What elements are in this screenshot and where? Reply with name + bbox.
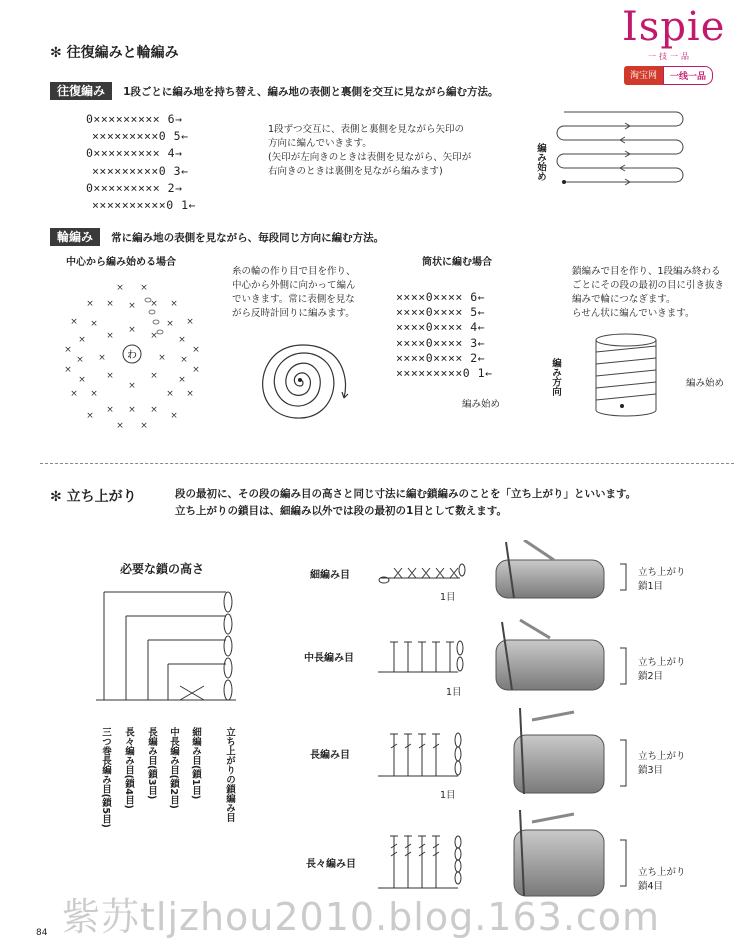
- svg-text:×: ×: [150, 371, 158, 381]
- brand-title: Ispie: [622, 4, 726, 50]
- svg-text:×: ×: [128, 325, 136, 335]
- spiral-diagram: [240, 322, 360, 442]
- svg-text:×: ×: [178, 375, 186, 385]
- svg-text:×: ×: [116, 283, 124, 293]
- stitch-name: 細編み目: [310, 570, 350, 581]
- column-label: 中長編み目(鎖2目): [168, 727, 179, 809]
- tube-row: ×××××××××0 1←: [396, 366, 493, 381]
- page-number: 84: [36, 928, 48, 938]
- tube-note: 鎖編みで目を作り、1段編み終わる ごとにその段の最初の目に引き抜き 編みで輪につなぎます。 らせん状に編んでいきます。: [572, 266, 725, 319]
- svg-text:×: ×: [78, 335, 86, 345]
- svg-text:×: ×: [70, 389, 78, 399]
- svg-text:×: ×: [128, 381, 136, 391]
- chain-chart-title: 必要な鎖の高さ: [120, 562, 205, 576]
- column-label: 細編み目(鎖1目): [190, 727, 201, 800]
- tube-start-label: 編み始め: [462, 399, 501, 410]
- svg-text:×: ×: [76, 355, 84, 365]
- asterisk-icon: ✻: [50, 45, 67, 61]
- flat-symbol-rows: [86, 111, 196, 214]
- ring-label: わ: [127, 350, 137, 361]
- column-label: 三つ巻長編み目(鎖5目): [100, 727, 111, 828]
- tube-diagram-label: 編み始め: [686, 378, 725, 389]
- flat-row: 0××××××××× 4→: [86, 146, 183, 161]
- turning-chain-label: 立ち上がり 鎖1目: [638, 567, 686, 592]
- single-crochet-symbol: [376, 560, 466, 590]
- section2-desc: 段の最初に、その段の編み目の高さと同じ寸法に編む鎖編みのことを「立ち上がり」といいます。 立ち上がりの鎖目は、細編み以外では段の最初の1目として数えます。: [175, 488, 637, 517]
- tube-title: 筒状に編む場合: [422, 257, 492, 268]
- illustration-treble: [514, 810, 604, 896]
- svg-text:×: ×: [106, 405, 114, 415]
- svg-text:×: ×: [70, 317, 78, 327]
- svg-text:×: ×: [64, 365, 72, 375]
- svg-text:×: ×: [90, 319, 98, 329]
- illustration-single: [496, 540, 604, 598]
- tube-row: ××××0×××× 2←: [396, 350, 486, 365]
- crochet-illustrations: [484, 540, 614, 900]
- brand-tab-shop: 淘宝网: [624, 66, 663, 85]
- center-note: 糸の輪の作り目で目を作り、 中心から外側に向かって編ん でいきます。常に表側を見な がら反時計回りに編みます。: [232, 266, 356, 319]
- svg-text:×: ×: [178, 335, 186, 345]
- section-divider: [40, 463, 734, 464]
- svg-text:×: ×: [150, 331, 158, 341]
- asterisk-icon: ✻: [50, 489, 67, 505]
- section1-heading: ✻ 往復編みと輪編み: [50, 45, 179, 61]
- column-label: 立ち上がりの鎖編み目: [224, 727, 235, 822]
- tube-row: ××××0×××× 5←: [396, 305, 486, 320]
- svg-text:×: ×: [86, 411, 94, 421]
- circle-symbol-diagram: [60, 272, 210, 432]
- flat-zigzag-diagram: [550, 106, 690, 188]
- flat-desc: 1段ごとに編み地を持ち替え、編み地の表側と裏側を交互に見ながら編む方法。: [123, 86, 499, 98]
- flat-note: 1段ずつ交互に、表側と裏側を見ながら矢印の 方向に編んでいきます。 (矢印が左向きのときは表側を見ながら、矢印が 右向きのときは裏側を見ながら編みます): [268, 124, 472, 177]
- tube-row: ××××0×××× 6←: [396, 290, 486, 304]
- flat-row: ×××××××××0 5←: [92, 129, 189, 144]
- section2-heading: ✻ 立ち上がり: [50, 489, 137, 505]
- stitch-count: 1目: [440, 592, 456, 603]
- stitch-name: 中長編み目: [304, 653, 354, 664]
- turning-chain-label: 立ち上がり 鎖3目: [638, 751, 686, 776]
- svg-text:×: ×: [150, 405, 158, 415]
- brand-subtitle: 一技一品: [648, 52, 692, 61]
- stitch-name: 長編み目: [310, 750, 350, 761]
- tube-row: ××××0×××× 3←: [396, 335, 486, 350]
- svg-text:×: ×: [86, 299, 94, 309]
- illustration-double: [514, 708, 604, 794]
- brackets: [618, 560, 638, 890]
- svg-text:×: ×: [78, 375, 86, 385]
- svg-text:×: ×: [90, 389, 98, 399]
- flat-row: 0××××××××× 6→: [86, 112, 183, 126]
- double-crochet-symbol: [374, 728, 466, 784]
- svg-text:×: ×: [106, 331, 114, 341]
- svg-text:×: ×: [166, 319, 174, 329]
- svg-text:×: ×: [106, 371, 114, 381]
- turning-chain-label: 立ち上がり 鎖4目: [638, 867, 686, 892]
- tube-diagram: [588, 330, 668, 420]
- round-desc: 常に編み地の表側を見ながら、毎段同じ方向に編む方法。: [111, 232, 385, 244]
- stitch-count: 1目: [440, 790, 456, 801]
- flat-badge: 往復編み: [50, 82, 112, 100]
- svg-text:×: ×: [116, 421, 124, 431]
- turning-chain-label: 立ち上がり 鎖2目: [638, 657, 686, 682]
- brand-tabs: [624, 66, 713, 85]
- tube-direction-label: 編み方向: [550, 358, 561, 396]
- flat-diagram-label: 編み始め: [535, 143, 546, 181]
- svg-text:×: ×: [180, 355, 188, 365]
- svg-text:×: ×: [150, 299, 158, 309]
- tube-row: ××××0×××× 4←: [396, 320, 486, 335]
- half-double-crochet-symbol: [374, 636, 466, 680]
- brand-tab-name: 一线一品: [663, 66, 713, 85]
- flat-header: [50, 80, 499, 99]
- round-badge: 輪編み: [50, 228, 100, 246]
- stitch-count: 1目: [446, 687, 462, 698]
- svg-text:×: ×: [192, 365, 200, 375]
- svg-text:×: ×: [192, 345, 200, 355]
- svg-text:×: ×: [64, 345, 72, 355]
- flat-row: 0××××××××× 2→: [86, 180, 183, 195]
- svg-text:×: ×: [170, 411, 178, 421]
- center-title: 中心から編み始める場合: [66, 257, 176, 268]
- svg-text:×: ×: [186, 389, 194, 399]
- flat-row: ×××××××××0 3←: [92, 163, 189, 178]
- svg-text:×: ×: [98, 353, 106, 363]
- watermark: 紫苏tljzhou2010.blog.163.com: [62, 895, 661, 939]
- column-label: 長編み目(鎖3目): [146, 727, 157, 800]
- svg-text:×: ×: [140, 283, 148, 293]
- svg-text:×: ×: [128, 405, 136, 415]
- stitch-name: 長々編み目: [306, 859, 356, 870]
- svg-text:×: ×: [106, 299, 114, 309]
- round-header: [50, 226, 384, 245]
- illustration-half-double: [496, 620, 604, 690]
- svg-text:×: ×: [186, 317, 194, 327]
- tube-symbol-rows: [396, 290, 493, 381]
- svg-text:×: ×: [166, 389, 174, 399]
- flat-row: ××××××××××0 1←: [92, 198, 196, 213]
- svg-text:×: ×: [128, 301, 136, 311]
- svg-text:×: ×: [158, 353, 166, 363]
- svg-text:×: ×: [140, 421, 148, 431]
- column-label: 長々編み目(鎖4目): [123, 727, 134, 809]
- chain-height-chart: [96, 582, 246, 712]
- svg-text:×: ×: [170, 299, 178, 309]
